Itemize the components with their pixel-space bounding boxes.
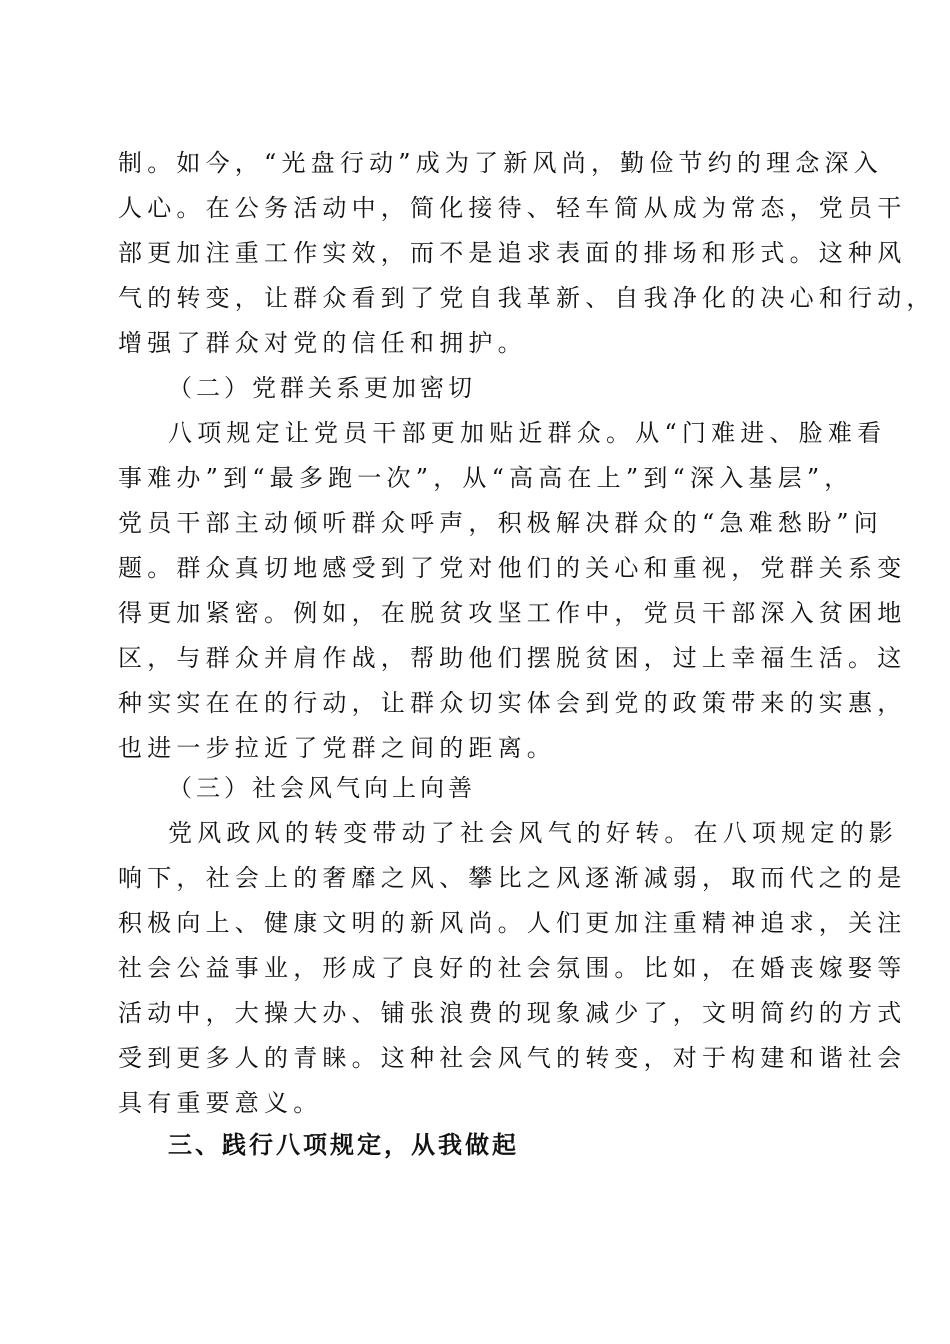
- paragraph-line: 事难办”到“最多跑一次”，从“高高在上”到“深入基层”，: [118, 464, 854, 492]
- subsection-heading: （二）党群关系更加密切: [168, 374, 476, 402]
- paragraph-line: 党员干部主动倾听群众呼声，积极解决群众的“急难愁盼”问: [118, 509, 883, 537]
- paragraph-line: 具有重要意义。: [118, 1089, 323, 1117]
- paragraph-line: 积极向上、健康文明的新风尚。人们更加注重精神追求，关注: [118, 909, 907, 937]
- paragraph-line: 也进一步拉近了党群之间的距离。: [118, 734, 556, 762]
- paragraph-line: 区，与群众并肩作战，帮助他们摆脱贫困，过上幸福生活。这: [118, 644, 907, 672]
- paragraph-line: 八项规定让党员干部更加贴近群众。从“门难进、脸难看: [168, 419, 887, 447]
- paragraph-line: 社会公益事业，形成了良好的社会氛围。比如，在婚丧嫁娶等: [118, 954, 907, 982]
- paragraph-line: 响下，社会上的奢靡之风、攀比之风逐渐减弱，取而代之的是: [118, 864, 907, 892]
- section-heading: 三、践行八项规定，从我做起: [168, 1131, 519, 1159]
- paragraph-line: 得更加紧密。例如，在脱贫攻坚工作中，党员干部深入贫困地: [118, 599, 907, 627]
- paragraph-line: 气的转变，让群众看到了党自我革新、自我净化的决心和行动，: [118, 284, 936, 312]
- paragraph-line: 种实实在在的行动，让群众切实体会到党的政策带来的实惠，: [118, 689, 907, 717]
- paragraph-line: 部更加注重工作实效，而不是追求表面的排场和形式。这种风: [118, 239, 907, 267]
- paragraph-line: 受到更多人的青睐。这种社会风气的转变，对于构建和谐社会: [118, 1044, 907, 1072]
- paragraph-line: 党风政风的转变带动了社会风气的好转。在八项规定的影: [168, 819, 898, 847]
- paragraph-line: 活动中，大操大办、铺张浪费的现象减少了，文明简约的方式: [118, 999, 907, 1027]
- paragraph-line: 人心。在公务活动中，简化接待、轻车简从成为常态，党员干: [118, 194, 907, 222]
- paragraph-line: 制。如今，“光盘行动”成为了新风尚，勤俭节约的理念深入: [118, 149, 883, 177]
- paragraph-line: 增强了群众对党的信任和拥护。: [118, 329, 527, 357]
- subsection-heading: （三）社会风气向上向善: [168, 774, 476, 802]
- paragraph-line: 题。群众真切地感受到了党对他们的关心和重视，党群关系变: [118, 554, 907, 582]
